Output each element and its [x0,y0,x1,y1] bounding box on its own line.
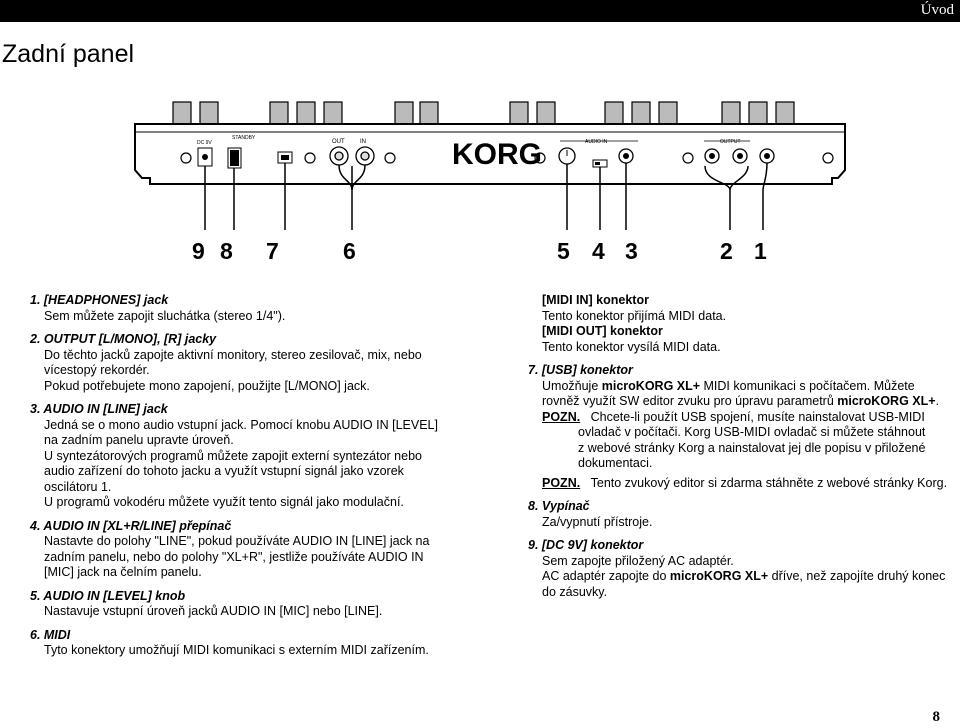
midi-out-text: Tento konektor vysílá MIDI data. [542,339,721,354]
header-bar [0,0,960,22]
svg-text:OUT: OUT [332,139,345,145]
dc-jack [197,140,212,166]
korg-logo: KORG [452,138,542,171]
svg-text:OUTPUT: OUTPUT [720,139,741,145]
level-knob [559,148,575,164]
item-9-text: Sem zapojte přiložený AC adaptér. [542,553,734,568]
callout-2: 2 [720,238,733,264]
svg-text:STANDBY: STANDBY [232,135,256,141]
midi-in-text: Tento konektor přijímá MIDI data. [542,308,727,323]
item-3-text: na zadním panelu upravte úroveň. [44,433,234,447]
note-1-text: z webové stránky Korg a nainstalovat jej dle popisu v přiložené [578,440,926,455]
item-3-text: audio zařízení do tohoto jacku a využít vstupní signál jako vzorek [44,464,404,478]
item-6-text: Tyto konektory umožňují MIDI komunikaci s externím MIDI zařízením. [44,643,429,657]
item-4-title: 4. AUDIO IN [XL+R/LINE] přepínač [30,518,232,533]
item-8-text: Za/vypnutí přístroje. [542,514,653,529]
left-column [30,293,470,659]
callout-3: 3 [625,238,638,264]
item-4-text: [MIC] jack na čelním panelu. [44,565,202,579]
note-1-text: dokumentaci. [578,456,653,470]
item-3-text: oscilátoru 1. [44,479,112,494]
item-6-title: 6. MIDI [30,627,71,642]
page-number: 8 [932,709,940,725]
item-9-text: do zásuvky. [542,584,608,599]
item-2-text: Pokud potřebujete mono zapojení, použijte [L/MONO] jack. [44,378,370,393]
item-2-title: 2. OUTPUT [L/MONO], [R] jacky [30,332,217,346]
callout-9: 9 [192,238,205,264]
item-3-text: U programů vokodéru můžete využít tento signál jako modulační. [44,495,404,509]
item-4-text: Nastavte do polohy "LINE", pokud používáte AUDIO IN [LINE] jack na [44,534,430,548]
item-1-text: Sem můžete zapojit sluchátka (stereo 1/4"). [44,308,286,323]
callout-7: 7 [266,238,279,264]
item-9-title: 9. [DC 9V] konektor [528,538,644,552]
item-3-text: Jedná se o mono audio vstupní jack. Pomocí knobu AUDIO IN [LEVEL] [44,417,438,432]
callout-5: 5 [557,238,570,264]
item-3-title: 3. AUDIO IN [LINE] jack [30,402,168,416]
rear-panel-diagram [0,90,960,270]
keys [173,102,794,124]
callout-4: 4 [592,238,605,264]
svg-text:IN: IN [360,139,366,145]
item-2-text: Do těchto jacků zapojte aktivní monitory, stereo zesilovač, mix, nebo [44,347,422,362]
page-title: Zadní panel [2,40,135,68]
item-5-title: 5. AUDIO IN [LEVEL] knob [30,588,186,603]
item-1-title: 1. [HEADPHONES] jack [30,293,169,307]
midi-in-title: [MIDI IN] konektor [542,293,649,307]
midi-out-title: [MIDI OUT] konektor [542,324,663,338]
usb-port [278,152,292,163]
svg-text:AUDIO IN: AUDIO IN [585,139,608,145]
item-7-text: Umožňuje microKORG XL+ MIDI komunikaci s počítačem. Můžete [542,378,915,393]
item-8-title: 8. Vypínač [528,499,590,513]
svg-text:DC 9V: DC 9V [197,140,212,146]
right-column [528,293,958,600]
item-3-text: U syntezátorových programů můžete zapojit externí syntezátor nebo [44,448,422,463]
note-1-text: ovladač v počítači. Korg USB-MIDI ovladač si můžete stáhnout [578,425,926,439]
item-5-text: Nastavuje vstupní úroveň jacků AUDIO IN [MIC] nebo [LINE]. [44,604,383,618]
item-7-title: 7. [USB] konektor [528,363,633,377]
callout-6: 6 [343,238,356,264]
note-1: POZN. Chcete-li použít USB spojení, musíte nainstalovat USB-MIDI [542,409,925,424]
item-7-text: rovněž využít SW editor zvuku pro úpravu parametrů microKORG XL+. [542,394,940,408]
section-label: Úvod [920,2,954,18]
callout-8: 8 [220,238,233,264]
item-2-text: vícestopý rekordér. [44,363,150,377]
note-2: POZN. Tento zvukový editor si zdarma stáhněte z webové stránky Korg. [542,475,948,490]
callout-1: 1 [754,238,767,264]
item-4-text: zadním panelu, nebo do polohy "XL+R", jestliže používáte AUDIO IN [44,549,424,564]
item-9-text: AC adaptér zapojte do microKORG XL+ dříve, než zapojíte druhý konec [542,569,946,583]
